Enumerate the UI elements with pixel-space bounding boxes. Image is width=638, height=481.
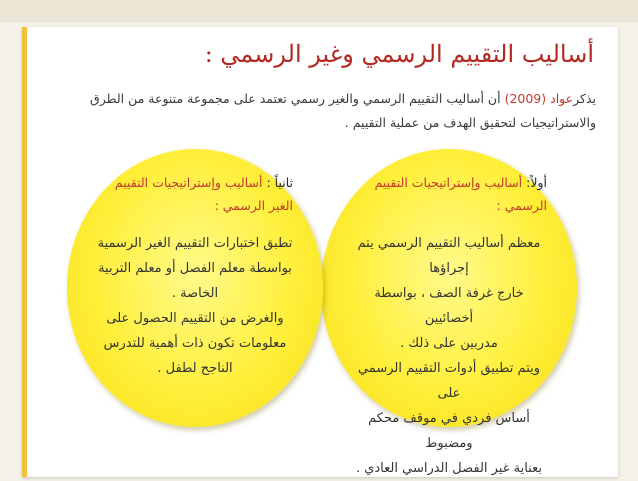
top-band [0, 0, 638, 22]
panel-title: أساليب وإستراتيجيات التقييم الغير الرسمي : [114, 175, 293, 213]
accent-bar [22, 27, 27, 477]
panel-line: بواسطة معلم الفصل أو معلم التربية [98, 261, 292, 276]
panel-line: تطبق اختبارات التقييم الغير الرسمية [97, 236, 293, 251]
slide-title: أساليب التقييم الرسمي وغير الرسمي : [204, 40, 594, 68]
panel-line: مدربين على ذلك . [400, 336, 498, 351]
panel-line: خارج غرفة الصف ، بواسطة أخصائيين [374, 286, 524, 326]
panel-number: أولاً: [526, 175, 547, 190]
panel-title: أساليب وإستراتيجيات التقييم الرسمي : [374, 175, 547, 213]
panel-heading [97, 171, 293, 217]
panel-heading [351, 171, 547, 217]
intro-text: أن أساليب التقييم الرسمي والغير رسمي تعتمد على مجموعة متنوعة من الطرق والاستراتيجيات لتحقيق الهدف من عملية التقييم . [90, 91, 596, 130]
panel-number: ثانياً : [266, 175, 293, 190]
panel-line: بعناية غير الفصل الدراسي العادي . [355, 461, 543, 476]
panel-body [351, 231, 547, 481]
panel-line: الناجح لطفل . [157, 361, 233, 376]
panel-body [97, 231, 293, 381]
informal-assessment-panel [67, 149, 323, 427]
panel-line: الخاصة . [171, 286, 219, 301]
panel-line: أساس فردي في موقف محكم ومضبوط [368, 411, 530, 451]
formal-assessment-panel [321, 149, 577, 476]
panel-line: معظم أساليب التقييم الرسمي يتم إجراؤها [357, 236, 541, 276]
intro-paragraph [76, 87, 596, 135]
intro-year: (2009) [504, 91, 547, 106]
panel-line: والغرض من التقييم الحصول على [106, 311, 284, 326]
panel-line: معلومات تكون ذات أهمية للتدرس [103, 336, 287, 351]
intro-prefix: يذكر [573, 91, 596, 106]
intro-author: عواد [550, 91, 574, 106]
panel-line: ويتم تطبيق أدوات التقييم الرسمي على [357, 361, 541, 401]
